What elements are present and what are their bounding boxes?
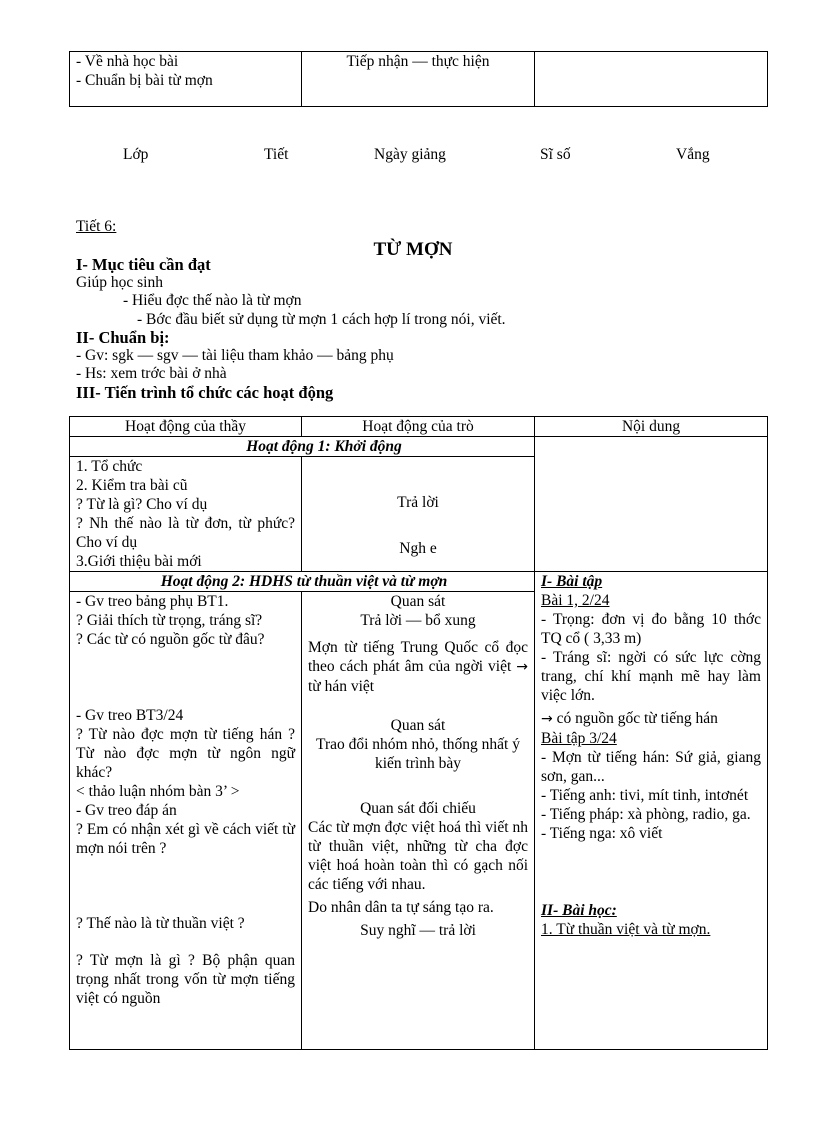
- objective-item: - Bớc đầu biết sử dụng từ mợn 1 cách hợp lí trong nói, viết.: [137, 311, 506, 328]
- content-line: - Tiếng pháp: xà phòng, radio, ga.: [541, 806, 751, 823]
- objective-item: - Hiểu đợc thế nào là từ mợn: [123, 292, 302, 309]
- student-line: Trao đổi nhóm nhỏ, thống nhất ý kiến trình bày: [316, 736, 520, 772]
- activity2-teacher: [70, 592, 302, 1050]
- header-student: Hoạt động của trò: [302, 417, 535, 437]
- activity1-title: Hoạt động 1: Khởi động: [70, 437, 535, 457]
- teacher-line: ? Thế nào là từ thuần việt ?: [76, 915, 245, 932]
- content-line: → có nguồn gốc từ tiếng hán: [541, 710, 718, 727]
- process-heading: III- Tiến trình tổ chức các hoạt động: [76, 383, 334, 402]
- exercise-heading: I- Bài tập: [541, 573, 603, 590]
- teacher-line: - Gv treo BT3/24: [76, 707, 184, 724]
- student-line: Trả lời — bổ xung: [360, 612, 476, 629]
- prep-item: - Hs: xem trớc bài ở nhà: [76, 365, 227, 382]
- teaching-date-label: Ngày giảng: [374, 146, 446, 163]
- content-line: - Tiếng nga: xô viết: [541, 825, 663, 842]
- content-line: - Mợn từ tiếng hán: Sứ giả, giang sơn, gan...: [541, 749, 761, 785]
- teacher-line: ? Từ mợn là gì ? Bộ phận quan trọng nhất trong vốn từ mợn tiếng việt có nguồn: [76, 952, 295, 1007]
- period-label: Tiết: [264, 146, 289, 163]
- prep-heading: II- Chuẩn bị:: [76, 328, 170, 347]
- student-line: Quan sát: [390, 593, 446, 610]
- attendance-label: Sĩ số: [540, 146, 571, 163]
- lesson-title: TỪ MỢN: [373, 239, 453, 260]
- teacher-line: - Gv treo đáp án: [76, 802, 177, 819]
- teacher-line: 2. Kiểm tra bài cũ: [76, 477, 188, 494]
- teacher-line: 3.Giới thiệu bài mới: [76, 553, 202, 570]
- class-label: Lớp: [123, 146, 149, 163]
- teacher-line: ? Em có nhận xét gì về cách viết từ mợn nói trên ?: [76, 821, 295, 857]
- student-line: Quan sát: [390, 717, 446, 734]
- activity1-content: [535, 437, 768, 572]
- prep-item: - Gv: sgk — sgv — tài liệu tham khảo — bảng phụ: [76, 347, 394, 364]
- student-line: Suy nghĩ — trả lời: [360, 922, 476, 939]
- header-content: Nội dung: [535, 417, 768, 437]
- top-table-col3: [535, 52, 768, 107]
- header-teacher: Hoạt động của thầy: [70, 417, 302, 437]
- teacher-line: ? Từ nào đợc mợn từ tiếng hán ? Từ nào đợc mợn từ ngôn ngữ khác?: [76, 726, 295, 781]
- teacher-line: ? Từ là gì? Cho ví dụ: [76, 496, 208, 513]
- activity2-content: [535, 572, 768, 1050]
- student-line: Các từ mợn đợc việt hoá thì viết nh từ thuần việt, những từ cha đợc việt hoá hoàn toàn thì có gạch nối các tiếng với nhau.: [308, 819, 528, 893]
- lesson-heading: II- Bài học:: [541, 902, 617, 919]
- teacher-line: < thảo luận nhóm bàn 3’ >: [76, 783, 240, 800]
- student-line: Trả lời: [397, 494, 439, 511]
- activity2-title: Hoạt động 2: HDHS từ thuần việt và từ mợn: [70, 572, 535, 592]
- top-table-line: - Chuẩn bị bài từ mợn: [76, 72, 213, 89]
- student-line: Quan sát đối chiếu: [360, 800, 476, 817]
- teacher-line: ? Nh thế nào là từ đơn, từ phức? Cho ví dụ: [76, 515, 295, 551]
- teacher-line: ? Các từ có nguồn gốc từ đâu?: [76, 631, 265, 648]
- absent-label: Vắng: [676, 146, 710, 163]
- teacher-line: 1. Tổ chức: [76, 458, 143, 475]
- activity2-student: [302, 592, 535, 1050]
- content-line: 1. Từ thuần việt và từ mợn.: [541, 921, 711, 938]
- top-table-line: - Về nhà học bài: [76, 53, 179, 70]
- top-table-col2: Tiếp nhận — thực hiện: [302, 52, 535, 107]
- teacher-line: - Gv treo bảng phụ BT1.: [76, 593, 229, 610]
- content-line: Bài 1, 2/24: [541, 592, 610, 609]
- student-line: Ngh e: [399, 540, 437, 557]
- content-line: - Tiếng anh: tivi, mít tinh, intơnét: [541, 787, 749, 804]
- content-line: - Tráng sĩ: ngời có sức lực cờng trang, chí khí mạnh mẽ hay làm việc lớn.: [541, 649, 761, 704]
- activity1-teacher: [70, 457, 302, 572]
- objectives-intro: Giúp học sinh: [76, 274, 163, 291]
- arrow-icon: →: [541, 711, 553, 727]
- top-table-col1: [70, 52, 302, 107]
- objectives-heading: I- Mục tiêu cần đạt: [76, 255, 211, 274]
- activity1-student: [302, 457, 535, 572]
- student-line: Do nhân dân ta tự sáng tạo ra.: [308, 899, 494, 916]
- top-table: [69, 51, 768, 107]
- content-line: - Trọng: đơn vị đo bằng 10 thớc TQ cổ ( 3,33 m): [541, 611, 761, 647]
- lesson-period: Tiết 6:: [76, 218, 117, 235]
- content-line: Bài tập 3/24: [541, 730, 617, 747]
- activities-table: [69, 416, 768, 1050]
- teacher-line: ? Giải thích từ trọng, tráng sĩ?: [76, 612, 263, 629]
- student-line: Mợn từ tiếng Trung Quốc cổ đọc theo cách phát âm của ngời việt → từ hán việt: [308, 639, 529, 695]
- arrow-icon: →: [516, 659, 529, 675]
